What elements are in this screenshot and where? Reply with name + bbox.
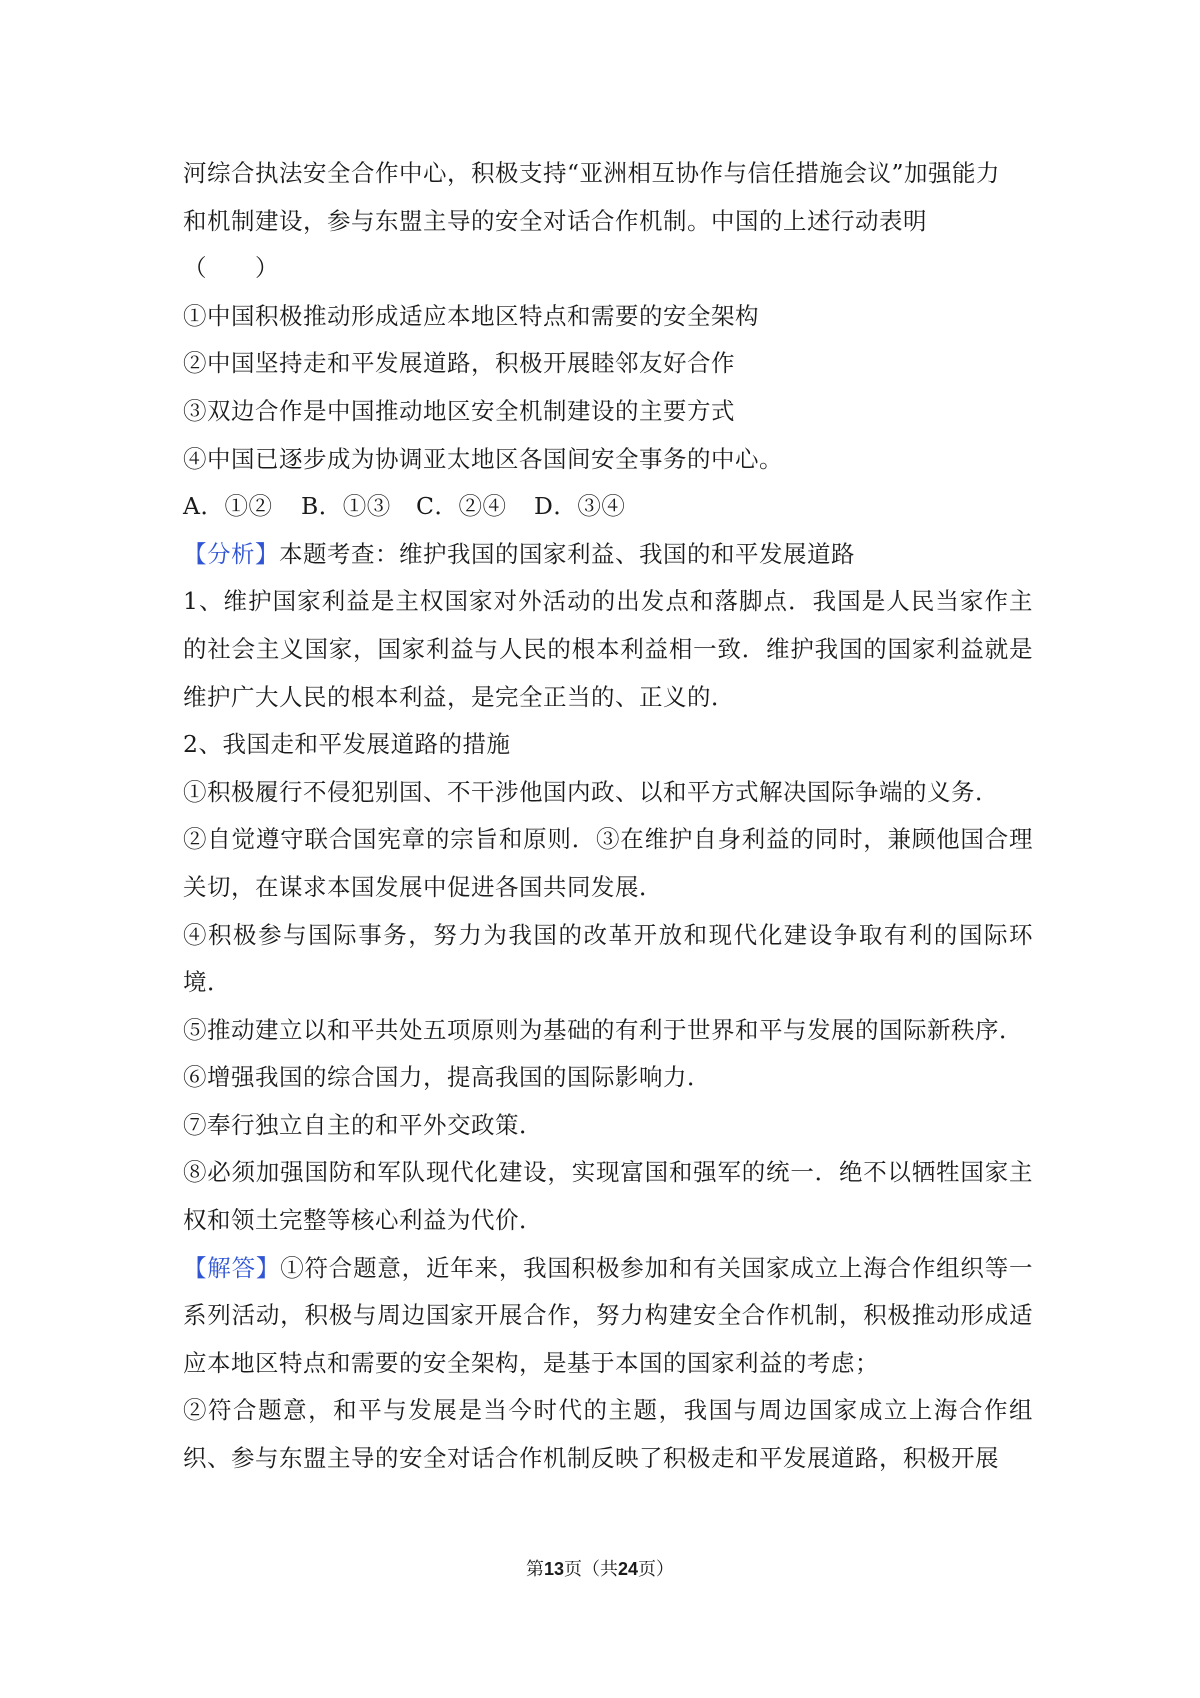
statement-4: ④中国已逐步成为协调亚太地区各国间安全事务的中心。 <box>183 444 783 473</box>
analysis-paragraph: ⑥增强我国的综合国力，提高我国的国际影响力． <box>183 1063 711 1092</box>
page-footer <box>0 1555 1200 1581</box>
option-a: A．①② <box>183 492 273 521</box>
total-pages: 24 <box>618 1559 639 1579</box>
question-blank: （ ） <box>183 254 279 283</box>
question-line: 和机制建设，参与东盟主导的安全对话合作机制。中国的上述行动表明 <box>183 206 927 235</box>
analysis-paragraph: ⑧必须加强国防和军队现代化建设，实现富国和强军的统一．绝不以牺牲国家主权和领土完整等核心利益为代价． <box>183 1158 1033 1235</box>
analysis-intro-text: 本题考查：维护我国的国家利益、我国的和平发展道路 <box>279 539 855 568</box>
option-d: D．③④ <box>534 492 626 521</box>
footer-prefix: 第 <box>525 1559 544 1580</box>
analysis-intro <box>183 531 1033 579</box>
statement-1: ①中国积极推动形成适应本地区特点和需要的安全架构 <box>183 301 759 330</box>
analysis-paragraph: ⑦奉行独立自主的和平外交政策． <box>183 1110 543 1139</box>
question-line: 河综合执法安全合作中心，积极支持“亚洲相互协作与信任措施会议”加强能力 <box>183 159 1001 187</box>
analysis-paragraph: 1、维护国家利益是主权国家对外活动的出发点和落脚点．我国是人民当家作主的社会主义国家，国家利益与人民的根本利益相一致．维护我国的国家利益就是维护广大人民的根本利益，是完全正当的、正义的． <box>183 587 1033 711</box>
analysis-paragraph: ②自觉遵守联合国宪章的宗旨和原则．③在维护自身利益的同时，兼顾他国合理关切，在谋求本国发展中促进各国共同发展． <box>183 825 1033 901</box>
statement-3: ③双边合作是中国推动地区安全机制建设的主要方式 <box>183 396 735 425</box>
analysis-paragraph: ①积极履行不侵犯别国、不干涉他国内政、以和平方式解决国际争端的义务． <box>183 777 999 806</box>
option-c: C．②④ <box>416 492 507 521</box>
answer-options <box>183 483 1033 531</box>
footer-suffix: 页） <box>638 1559 675 1580</box>
answer-paragraph <box>183 1245 1033 1388</box>
statement-2: ②中国坚持走和平发展道路，积极开展睦邻友好合作 <box>183 349 735 378</box>
analysis-paragraph: ⑤推动建立以和平共处五项原则为基础的有利于世界和平与发展的国际新秩序． <box>183 1015 1023 1044</box>
analysis-paragraph: 2、我国走和平发展道路的措施 <box>183 730 511 759</box>
analysis-tag: 【分析】 <box>183 539 279 568</box>
analysis-paragraph: ④积极参与国际事务，努力为我国的改革开放和现代化建设争取有利的国际环境． <box>183 920 1033 997</box>
page-content <box>183 150 1033 1483</box>
answer-paragraph: ②符合题意，和平与发展是当今时代的主题，我国与周边国家成立上海合作组织、参与东盟主导的安全对话合作机制反映了积极走和平发展道路，积极开展 <box>183 1396 1033 1473</box>
answer-tag: 【解答】 <box>183 1253 281 1282</box>
footer-middle: 页（共 <box>564 1559 618 1580</box>
answer-text: ①符合题意，近年来，我国积极参加和有关国家成立上海合作组织等一系列活动，积极与周边国家开展合作，努力构建安全合作机制，积极推动形成适应本地区特点和需要的安全架构，是基于本国的国家利益的考虑； <box>183 1253 1034 1377</box>
page-number: 13 <box>543 1559 564 1579</box>
option-b: B．①③ <box>301 492 391 521</box>
